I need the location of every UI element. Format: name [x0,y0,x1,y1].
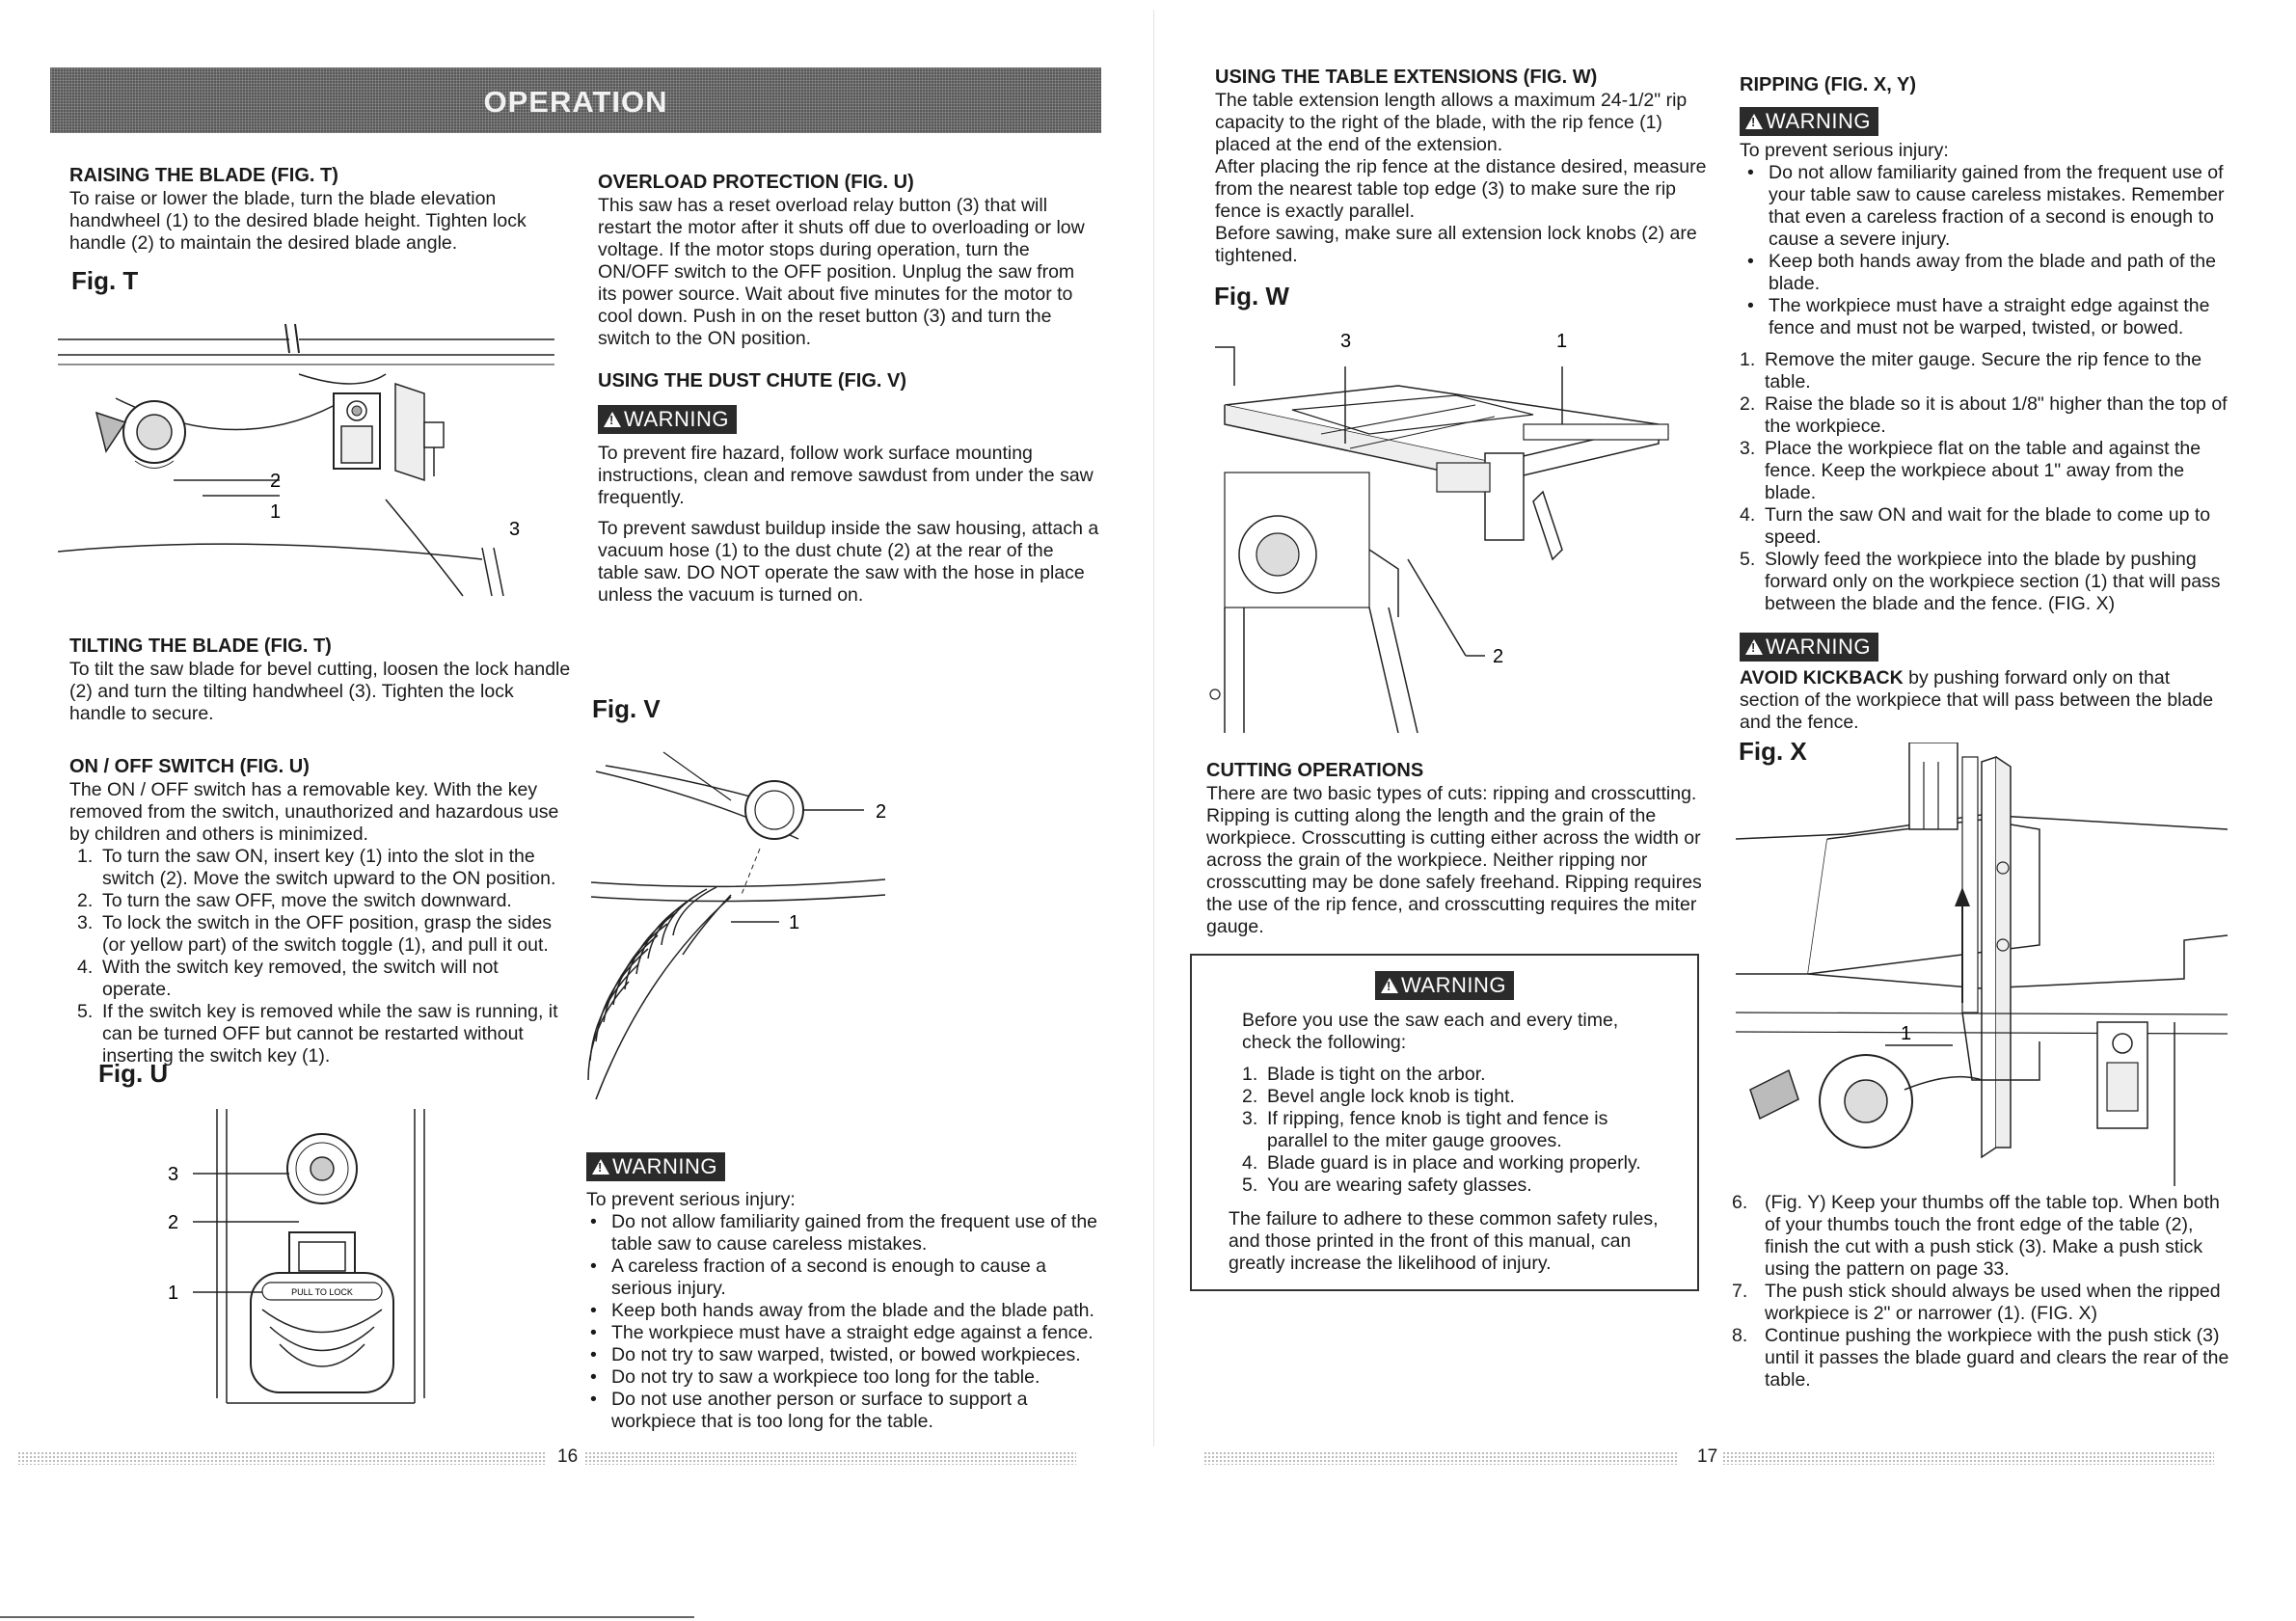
raising-blade-heading: RAISING THE BLADE (FIG. T) [69,165,338,186]
raising-blade-text: To raise or lower the blade, turn the blade elevation handwheel (1) to the desired blade height. Tighten lock handle (2) to maintain the desired blade angle. [69,188,527,254]
ripping-steps [1740,349,2231,615]
check-box-warning-badge: !WARNING [1375,971,1514,1000]
dust-chute-section [598,369,1099,607]
fig-v-callout-2: 2 [876,801,887,823]
page-spine [1153,10,1154,1446]
kickback-text: AVOID KICKBACK by pushing forward only on that section of the workpiece that will pass between the blade and the fence. [1740,667,2214,733]
fig-w-illustration [1205,328,1688,743]
list-item: 3. To lock the switch in the OFF position, grasp the sides (or yellow part) of the switch toggle (1), and pull it out. [77,912,553,956]
ripping-steps-continued [1732,1192,2238,1391]
list-item: • Do not allow familiarity gained from the frequent use of your table saw to cause careless mistakes. Remember that even a careless fraction of a second is enough to cause a severe injury. [1743,162,2231,251]
warning-triangle-icon [1745,639,1763,655]
ripping-bullets [1740,162,2231,339]
injury-warning-section [586,1152,1102,1433]
dust-chute-text: To prevent sawdust buildup inside the saw housing, attach a vacuum hose (1) to the dust chute (2) at the rear of the table saw. DO NOT operate the saw with the hose in place unless the vacuum is turned on. [598,518,1099,606]
list-item: 1. To turn the saw ON, insert key (1) into the slot in the switch (2). Move the switch upward to the ON position. [77,846,556,889]
fig-t-illustration [58,307,569,610]
list-item: 1. Blade is tight on the arbor. [1242,1064,1486,1085]
fig-u-callout-3: 3 [168,1164,179,1185]
ripping-section [1740,73,2231,734]
fig-t-label: Fig. T [71,266,139,295]
check-box-items [1242,1064,1666,1197]
list-item: 2. To turn the saw OFF, move the switch downward. [77,890,512,911]
page-number-right: 17 [1697,1446,1718,1467]
list-item: 6. (Fig. Y) Keep your thumbs off the table top. When both of your thumbs touch the front edge of the table (2), finish the cut with a push stick (3). Make a push stick using the pattern on page 33. [1732,1192,2220,1280]
fig-u-callout-2: 2 [168,1212,179,1233]
footer-pattern-left-2 [584,1451,1076,1465]
fig-t-callout-3: 3 [509,519,521,540]
warning-triangle-icon [1745,114,1763,129]
list-item: • The workpiece must have a straight edge against a fence. [586,1322,1102,1344]
cutting-operations-text: There are two basic types of cuts: ripping and crosscutting. Ripping is cutting along the length and the grain of the workpiece. Crosscutting is cutting either across the width or across the grain of the workpiece. Neither ripping nor crosscutting may be done safely freehand. Ripping requires the use of the rip fence, and crosscutting requires the miter gauge. [1206,783,1702,937]
warning-triangle-icon [604,412,621,427]
list-item: • Do not try to saw warped, twisted, or bowed workpieces. [586,1344,1102,1366]
ripping-intro: To prevent serious injury: [1740,140,1949,161]
table-extensions-heading: USING THE TABLE EXTENSIONS (FIG. W) [1215,67,1598,88]
fig-v-callout-1: 1 [789,912,800,933]
fig-x-illustration [1731,743,2232,1196]
list-item: • Do not allow familiarity gained from the frequent use of the table saw to cause careless mistakes. [586,1211,1102,1256]
kickback-warning-badge: !WARNING [1740,633,1878,662]
overload-section [598,171,1094,350]
fig-u-callout-1: 1 [168,1283,179,1304]
fig-w-callout-1: 1 [1556,331,1568,352]
on-off-steps [77,846,571,1067]
on-off-heading: ON / OFF SWITCH (FIG. U) [69,756,310,777]
list-item: 4. Blade guard is in place and working properly. [1242,1152,1641,1174]
dust-chute-warning-text: To prevent fire hazard, follow work surface mounting instructions, clean and remove sawdust from under the saw frequently. [598,443,1094,508]
list-item: 4. With the switch key removed, the switch will not operate. [77,957,499,1000]
fig-u-illustration [154,1109,444,1418]
ripping-warning-badge: !WARNING [1740,107,1878,136]
list-item: 2. Bevel angle lock knob is tight. [1242,1086,1515,1107]
safety-check-box [1190,954,1699,1291]
fig-v-label: Fig. V [592,694,661,723]
list-item: 2. Raise the blade so it is about 1/8" higher than the top of the workpiece. [1740,393,2228,437]
list-item: 4. Turn the saw ON and wait for the blade to come up to speed. [1740,504,2211,548]
fig-t-callout-1: 1 [270,501,282,523]
page-number-left: 16 [557,1446,579,1467]
dust-chute-warning-badge: !WARNING [598,405,737,434]
ripping-heading: RIPPING (FIG. X, Y) [1740,74,1916,95]
overload-text: This saw has a reset overload relay button (3) that will restart the motor after it shuts off due to overloading or low voltage. If the motor stops during operation, turn the ON/OFF switch to the OFF position. Unplug the saw from its power source. Wait about five minutes for the motor to cool down. Push in on the reset button (3) and turn the switch to the ON position. [598,195,1085,349]
raising-blade-section [69,164,561,255]
check-box-intro: Before you use the saw each and every time, check the following: [1242,1010,1619,1053]
injury-warning-bullets [586,1211,1102,1433]
footer-pattern-right [1203,1451,1678,1465]
list-item: 5. Slowly feed the workpiece into the blade by pushing forward only on the workpiece section (1) that will pass between the blade and the fence. (FIG. X) [1740,549,2221,614]
footer-pattern-right-2 [1722,1451,2214,1465]
fig-w-label: Fig. W [1214,282,1289,311]
fig-x-label: Fig. X [1739,737,1807,766]
list-item: 3. If ripping, fence knob is tight and fence is parallel to the miter gauge grooves. [1242,1108,1608,1151]
list-item: • Keep both hands away from the blade and path of the blade. [1743,251,2231,295]
on-off-intro: The ON / OFF switch has a removable key. With the key removed from the switch, unauthorized and hazardous use by children and others is minimized. [69,779,559,845]
scan-edge [0,1616,694,1618]
dust-chute-heading: USING THE DUST CHUTE (FIG. V) [598,370,906,392]
fig-v-illustration [586,743,914,1109]
cutting-operations-heading: CUTTING OPERATIONS [1206,760,1424,781]
table-extensions-section [1215,66,1716,267]
cutting-operations-section [1206,759,1708,938]
section-title: OPERATION [483,85,668,119]
fig-u-label: Fig. U [98,1059,169,1088]
table-extensions-p1: The table extension length allows a maximum 24-1/2" rip capacity to the right of the blade, with the rip fence (1) placed at the end of the extension. [1215,90,1688,155]
warning-triangle-icon [592,1159,609,1175]
list-item: • The workpiece must have a straight edge against the fence and must not be warped, twisted, or bowed. [1743,295,2231,339]
list-item: • Keep both hands away from the blade and the blade path. [586,1300,1102,1322]
table-extensions-p2: After placing the rip fence at the distance desired, measure from the nearest table top edge (3) to make sure the rip fence is exactly parallel. [1215,156,1707,222]
section-header-band [50,68,1101,133]
ripping-continued-section [1732,1192,2238,1391]
list-item: • A careless fraction of a second is enough to cause a serious injury. [586,1256,1102,1300]
list-item: • Do not use another person or surface to support a workpiece that is too long for the table. [586,1389,1102,1433]
tilting-blade-text: To tilt the saw blade for bevel cutting, loosen the lock handle (2) and turn the tilting handwheel (3). Tighten the lock handle to secure. [69,659,571,724]
list-item: 1. Remove the miter gauge. Secure the rip fence to the table. [1740,349,2202,392]
tilting-blade-heading: TILTING THE BLADE (FIG. T) [69,635,332,657]
on-off-switch-section [69,755,571,1067]
fig-w-callout-2: 2 [1493,646,1504,667]
fig-t-callout-2: 2 [270,471,282,492]
list-item: 5. If the switch key is removed while the saw is running, it can be turned OFF but cannot be restarted without inserting the switch key (1). [77,1001,558,1067]
warning-triangle-icon [1381,978,1398,993]
fig-w-callout-3: 3 [1340,331,1352,352]
list-item: 7. The push stick should always be used when the ripped workpiece is 2" or narrower (1). (FIG. X) [1732,1281,2221,1324]
table-extensions-p3: Before sawing, make sure all extension lock knobs (2) are tightened. [1215,223,1697,266]
fig-u-switch-label: PULL TO LOCK [291,1287,353,1297]
injury-warning-intro: To prevent serious injury: [586,1189,796,1210]
overload-heading: OVERLOAD PROTECTION (FIG. U) [598,172,914,193]
list-item: 5. You are wearing safety glasses. [1242,1175,1532,1196]
footer-pattern-left [17,1451,546,1465]
list-item: • Do not try to saw a workpiece too long for the table. [586,1366,1102,1389]
tilting-blade-section [69,635,571,725]
fig-x-callout-1: 1 [1901,1023,1912,1044]
injury-warning-badge: !WARNING [586,1152,725,1181]
list-item: 8. Continue pushing the workpiece with the push stick (3) until it passes the blade guard and clears the rear of the table. [1732,1325,2229,1391]
check-box-footer: The failure to adhere to these common safety rules, and those printed in the front of this manual, can greatly increase the likelihood of injury. [1229,1208,1659,1274]
list-item: 3. Place the workpiece flat on the table and against the fence. Keep the workpiece about 1" away from the blade. [1740,438,2201,503]
